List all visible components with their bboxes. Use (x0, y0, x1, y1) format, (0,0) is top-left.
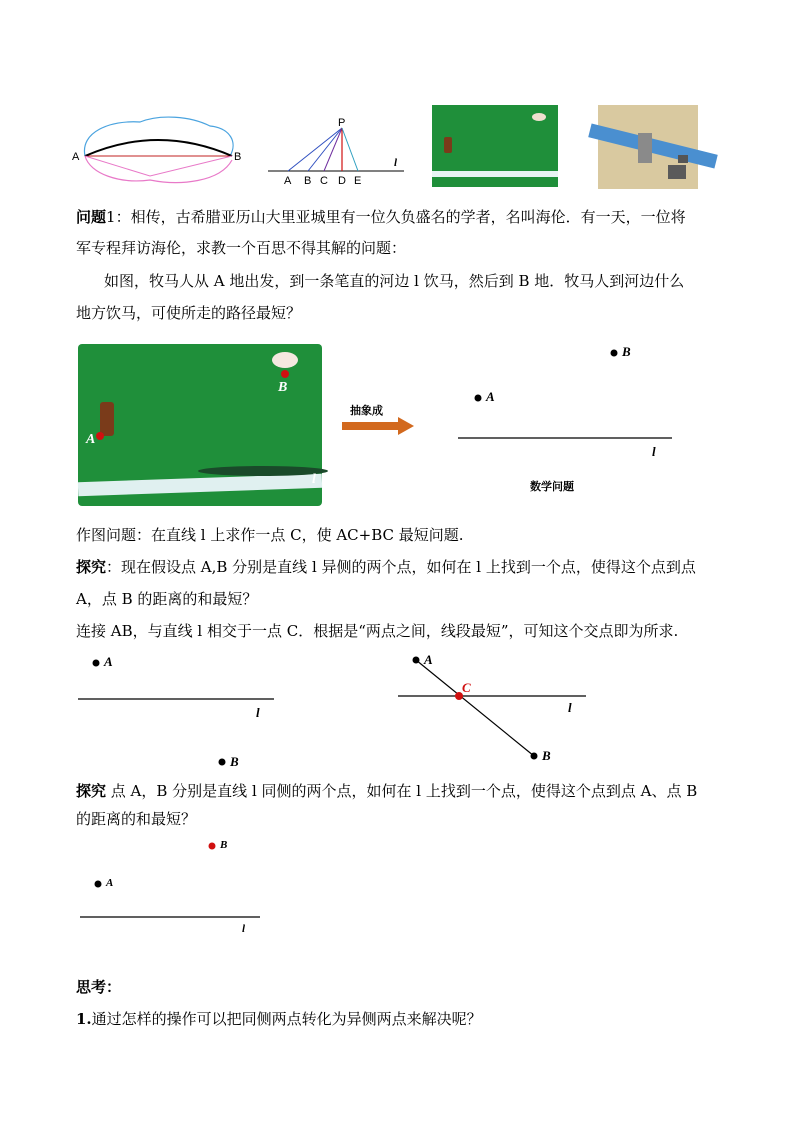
fig-opposite-sides (72, 650, 282, 774)
fig1-label-b: B (234, 151, 242, 163)
photo-label-b: B (278, 380, 288, 395)
explore1-title: 探究 (76, 558, 107, 576)
explore2-line1 (76, 780, 697, 802)
fig-point-p-lines (264, 116, 414, 190)
fig-left-label-a: A (104, 654, 113, 669)
arrow-right-icon (340, 416, 416, 436)
fig2-label-l: l (394, 157, 398, 169)
arrow-label: 抽象成 (350, 404, 383, 417)
fig-left-label-b: B (230, 754, 239, 769)
fig-arc-ab (70, 112, 240, 192)
fig-right-label-c: C (462, 680, 471, 695)
fig-same-side (76, 832, 276, 938)
fig2-label-b: B (304, 175, 312, 187)
think-q1-num: 1. (76, 1010, 92, 1028)
think-title: 思考： (76, 978, 122, 996)
explore2-text1: 点 A，B 分别是直线 l 同侧的两个点，如何在 l 上找到一个点，使得这个点到点 A、点 B (106, 782, 698, 800)
horse-icon (100, 402, 114, 436)
house-icon (272, 352, 298, 368)
fig2-label-d: D (338, 175, 346, 187)
explore1-text1: ：现在假设点 A,B 分别是直线 l 异侧的两个点，如何在 l 上找到一个点，使得这个点到点 (106, 558, 696, 576)
fig-same-label-b: B (220, 839, 228, 851)
problem1-number: 1 (106, 208, 116, 226)
problem1-line1 (76, 206, 686, 228)
fig2-label-p: P (338, 117, 346, 129)
construction-line: 作图问题：在直线 l 上求作一点 C，使 AC+BC 最短问题. (76, 526, 464, 544)
problem1-line4: 地方饮马，可使所走的路径最短？ (76, 304, 302, 322)
house-icon (532, 113, 546, 121)
problem1-line3: 如图，牧马人从 A 地出发，到一条笔直的河边 l 饮马，然后到 B 地．牧马人到河边什么 (104, 272, 685, 290)
fig-right-label-l: l (568, 700, 572, 715)
problem1-title: 问题 (76, 208, 107, 226)
fig-connect-ab (396, 648, 596, 772)
fig2-label-a: A (284, 175, 292, 187)
end-dot (281, 370, 289, 378)
explore2-line2: 的距离的和最短？ (76, 810, 197, 828)
photo-small-green (432, 105, 558, 187)
think-q1-text: 通过怎样的操作可以把同侧两点转化为异侧两点来解决呢？ (91, 1010, 482, 1028)
diagram-label-b: B (622, 344, 631, 359)
fig-same-label-l: l (242, 923, 246, 935)
explore1-line2: A，点 B 的距离的和最短？ (76, 590, 258, 608)
fig-right-label-a: A (424, 652, 433, 667)
explore2-title: 探究 (76, 782, 107, 800)
diagram-label-a: A (486, 389, 495, 404)
photo-map-river (598, 105, 698, 189)
photo-large-green (78, 344, 322, 506)
diagram-caption: 数学问题 (530, 480, 574, 493)
problem1-text1: ：相传，古希腊亚历山大里亚城里有一位久负盛名的学者，名叫海伦．有一天，一位将 (115, 208, 686, 226)
horse-icon (444, 137, 452, 153)
fig-same-label-a: A (106, 877, 114, 889)
explore1-line3: 连接 AB，与直线 l 相交于一点 C．根据是“两点之间，线段最短”，可知这个交点即为所求. (76, 622, 679, 640)
think-q1 (76, 1008, 482, 1030)
explore1-line1 (76, 556, 696, 578)
fig2-label-e: E (354, 175, 362, 187)
start-dot (96, 432, 104, 440)
fig-left-label-l: l (256, 705, 260, 720)
fig1-label-a: A (72, 151, 80, 163)
fig2-label-c: C (320, 175, 328, 187)
problem1-line2: 军专程拜访海伦，求教一个百思不得其解的问题： (76, 239, 407, 257)
photo-label-a: A (86, 432, 96, 447)
fig-right-label-b: B (542, 748, 551, 763)
photo-label-l: l (312, 472, 316, 487)
diagram-abstract (450, 340, 680, 470)
diagram-label-l: l (652, 444, 656, 459)
